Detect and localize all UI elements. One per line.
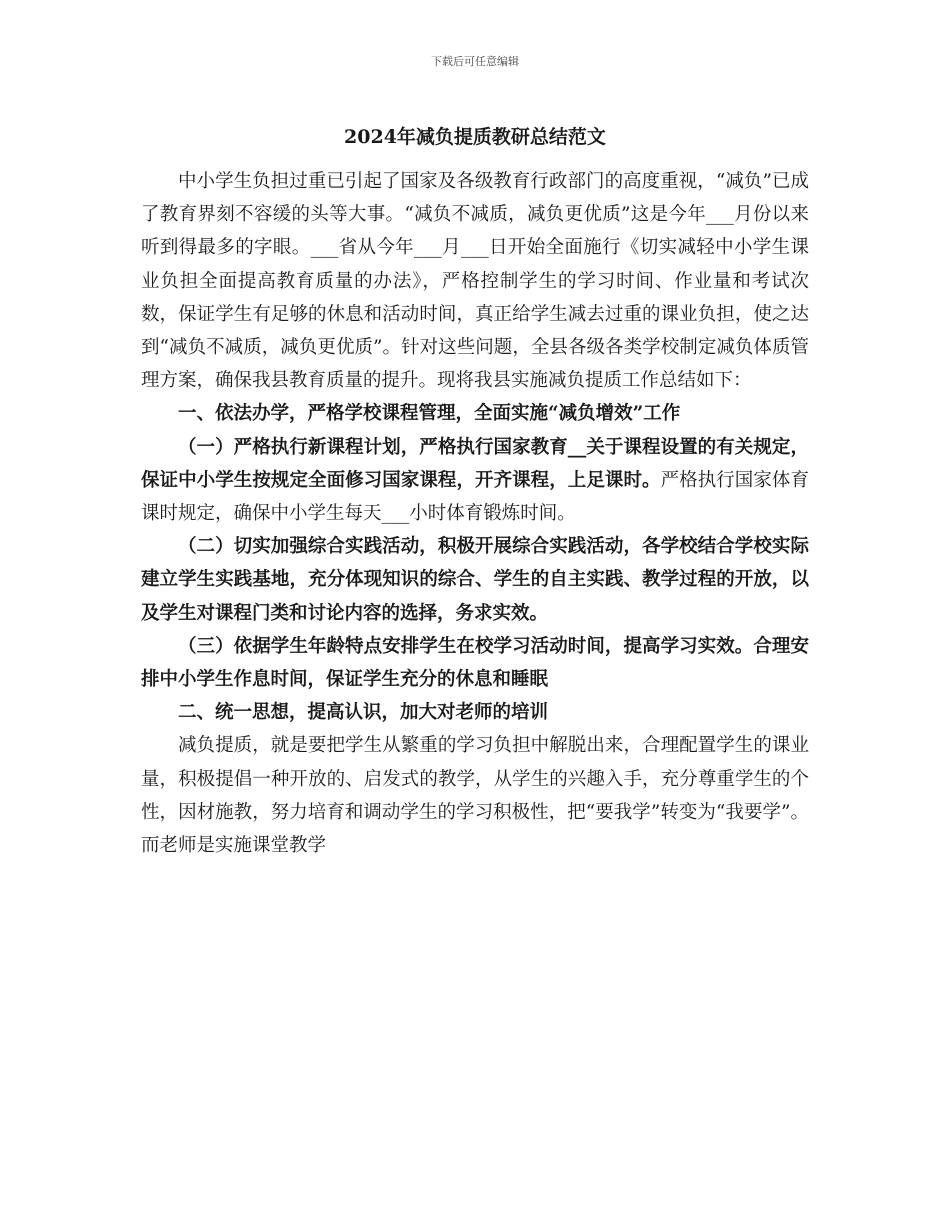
paragraph-training: 减负提质，就是要把学生从繁重的学习负担中解脱出来，合理配置学生的课业量，积极提倡一种开放的、启发式的教学，从学生的兴趣入手，充分尊重学生的个性，因材施教，努力培育和调动学生的学习积极性，把“要我学”转变为“我要学”。而老师是实施课堂教学 xyxy=(141,735,809,857)
paragraph-intro: 中小学生负担过重已引起了国家及各级教育行政部门的高度重视，“减负”已成了教育界刻不容缓的头等大事。“减负不减质，减负更优质”这是今年___月份以来听到得最多的字眼。___省从今年___月___日开始全面施行《切实减轻中小学生课业负担全面提高教育质量的办法》，严格控制学生的学习时间、作业量和考试次数，保证学生有足够的休息和活动时间，真正给学生减去过重的课业负担，使之达到“减负不减质，减负更优质”。针对这些问题，全县各级各类学校制定减负体质管理方案，确保我县教育质量的提升。现将我县实施减负提质工作总结如下： xyxy=(141,171,809,392)
paragraph-item-1 xyxy=(141,431,809,531)
document-body xyxy=(141,165,809,862)
section-heading-2: 二、统一思想，提高认识，加大对老师的培训 xyxy=(178,702,549,724)
paragraph-item-1-bold: （一）严格执行新课程计划，严格执行国家教育__关于课程设置的有关规定，保证中小学生按规定全面修习国家课程，开齐课程，上足课时。 xyxy=(141,436,809,491)
section-heading-1: 一、依法办学，严格学校课程管理，全面实施“减负增效”工作 xyxy=(178,403,681,425)
paragraph-item-3: （三）依据学生年龄特点安排学生在校学习活动时间，提高学习实效。合理安排中小学生作息时间，保证学生充分的休息和睡眠 xyxy=(141,635,809,691)
paragraph-item-2: （二）切实加强综合实践活动，积极开展综合实践活动，各学校结合学校实际建立学生实践基地，充分体现知识的综合、学生的自主实践、教学过程的开放，以及学生对课程门类和讨论内容的选择，务求实效。 xyxy=(141,536,809,624)
page-header-note: 下载后可任意编辑 xyxy=(431,55,519,68)
paragraph-item-1-rest: 严格执行国家体育课时规定，确保中小学生每天___小时体育锻炼时间。 xyxy=(141,469,809,525)
document-title: 2024年减负提质教研总结范文 xyxy=(344,126,606,148)
